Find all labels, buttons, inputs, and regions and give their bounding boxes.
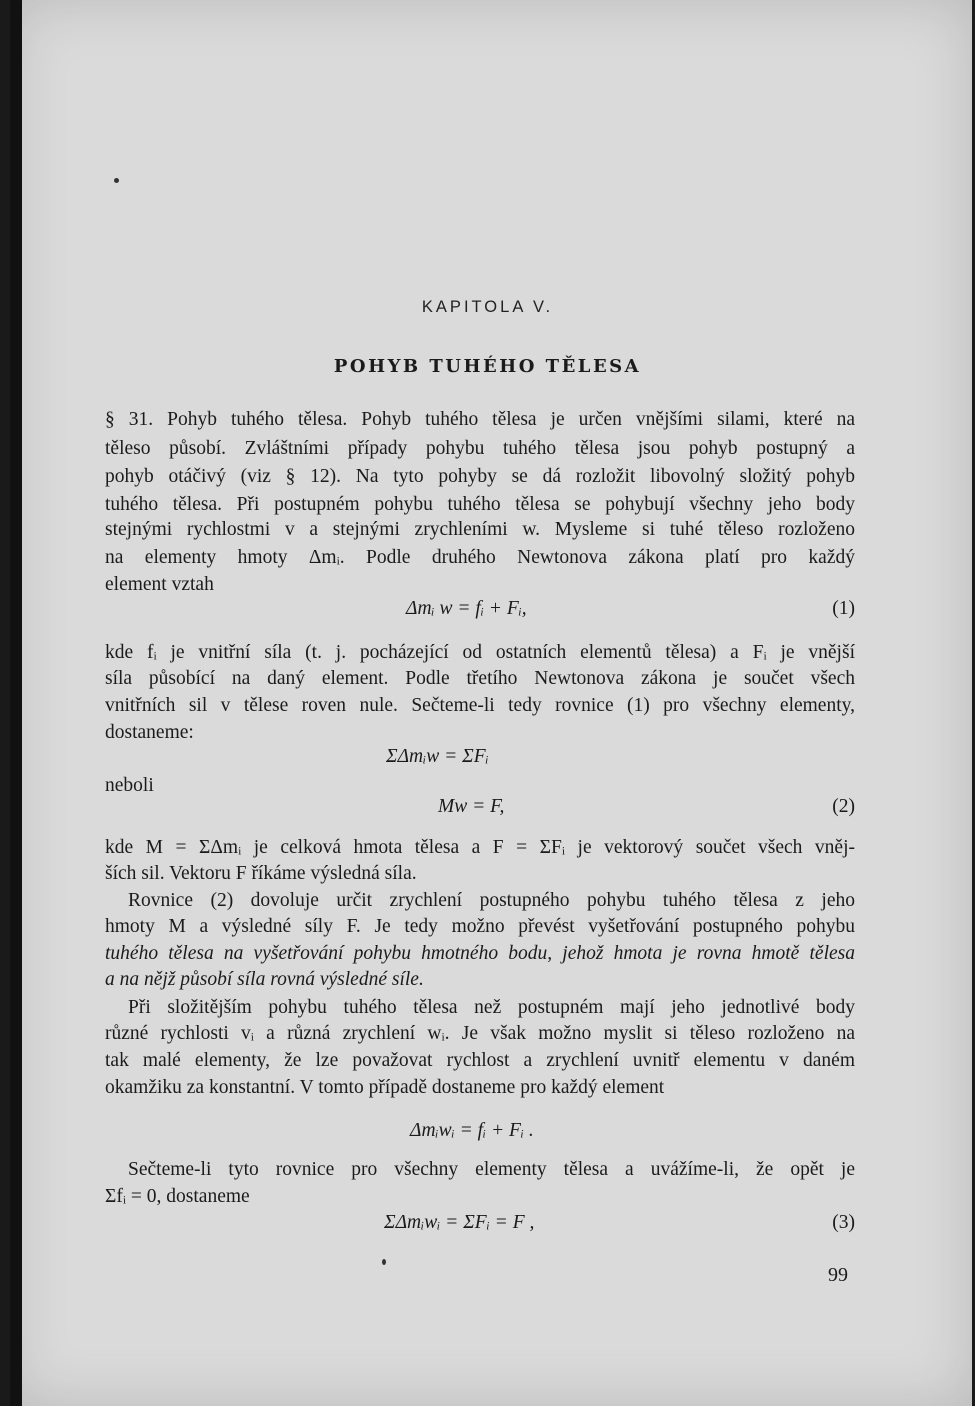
equation-2-number: (2): [832, 796, 855, 817]
text-line-24: Σfᵢ = 0, dostaneme: [105, 1186, 250, 1207]
text-line-13: kde M = ΣΔmᵢ je celková hmota tělesa a F = ΣFᵢ je vektorový součet všech vněj-: [105, 837, 855, 858]
equation-1-number: (1): [832, 598, 855, 619]
text-line-14: ších sil. Vektoru F říkáme výsledná síla.: [105, 863, 417, 884]
text-line-11: dostaneme:: [105, 722, 194, 743]
text-line-18: a na nějž působí síla rovná výsledné síle.: [105, 969, 424, 990]
text-line-17: tuhého tělesa na vyšetřování pohybu hmotného bodu, jehož hmota je rovna hmotě tělesa: [105, 943, 855, 964]
text-line-6: na elementy hmoty Δmᵢ. Podle druhého Newtonova zákona platí pro každý: [105, 547, 855, 568]
text-line-22: okamžiku za konstantní. V tomto případě dostaneme pro každý element: [105, 1077, 665, 1098]
chapter-title: POHYB TUHÉHO TĚLESA: [333, 356, 642, 377]
equation-3-number: (3): [832, 1212, 855, 1233]
print-speck: [382, 1259, 386, 1265]
text-line-4: tuhého tělesa. Při postupném pohybu tuhého tělesa se pohybují všechny jeho body: [105, 494, 855, 515]
equation-3: ΣΔmᵢwᵢ = ΣFᵢ = F ,: [384, 1212, 535, 1233]
page-spine-shadow: [10, 0, 22, 1406]
equation-element: Δmᵢwᵢ = fᵢ + Fᵢ .: [410, 1120, 534, 1141]
text-line-1: § 31. Pohyb tuhého tělesa. Pohyb tuhého tělesa je určen vnějšími silami, které na: [105, 409, 855, 430]
text-line-3: pohyb otáčivý (viz § 12). Na tyto pohyby se dá rozložit libovolný složitý pohyb: [105, 466, 855, 487]
text-line-9: síla působící na daný element. Podle třetího Newtonova zákona je součet všech: [105, 668, 855, 689]
print-speck: [114, 178, 119, 183]
text-line-2: těleso působí. Zvláštními případy pohybu tuhého tělesa jsou pohyb postupný a: [105, 438, 855, 459]
text-line-16: hmoty M a výsledné síly F. Je tedy možno převést vyšetřování postupného pohybu: [105, 916, 855, 937]
text-line-7: element vztah: [105, 574, 214, 595]
text-line-5: stejnými rychlostmi v a stejnými zrychleními w. Mysleme si tuhé těleso rozloženo: [105, 519, 855, 540]
page-number: 99: [828, 1264, 848, 1286]
equation-1: Δmᵢ w = fᵢ + Fᵢ,: [406, 598, 527, 619]
text-line-21: tak malé elementy, že lze považovat rychlost a zrychlení uvnitř elementu v daném: [105, 1050, 855, 1071]
text-line-23: Sečteme-li tyto rovnice pro všechny elementy tělesa a uvážíme-li, že opět je: [128, 1159, 855, 1180]
chapter-label: KAPITOLA V.: [421, 298, 554, 316]
text-line-10: vnitřních sil v tělese roven nule. Sečteme-li tedy rovnice (1) pro všechny elementy,: [105, 695, 855, 716]
equation-sum: ΣΔmᵢw = ΣFᵢ: [386, 746, 489, 767]
text-line-20: různé rychlosti vᵢ a různá zrychlení wᵢ. Je však možno myslit si těleso rozloženo na: [105, 1023, 855, 1044]
text-line-12: neboli: [105, 775, 154, 796]
equation-2: Mw = F,: [438, 796, 505, 817]
text-line-8: kde fᵢ je vnitřní síla (t. j. pocházející od ostatních elementů tělesa) a Fᵢ je vnější: [105, 642, 855, 663]
text-line-19: Při složitějším pohybu tuhého tělesa než postupném mají jeho jednotlivé body: [128, 997, 855, 1018]
text-line-15: Rovnice (2) dovoluje určit zrychlení postupného pohybu tuhého tělesa z jeho: [128, 890, 855, 911]
